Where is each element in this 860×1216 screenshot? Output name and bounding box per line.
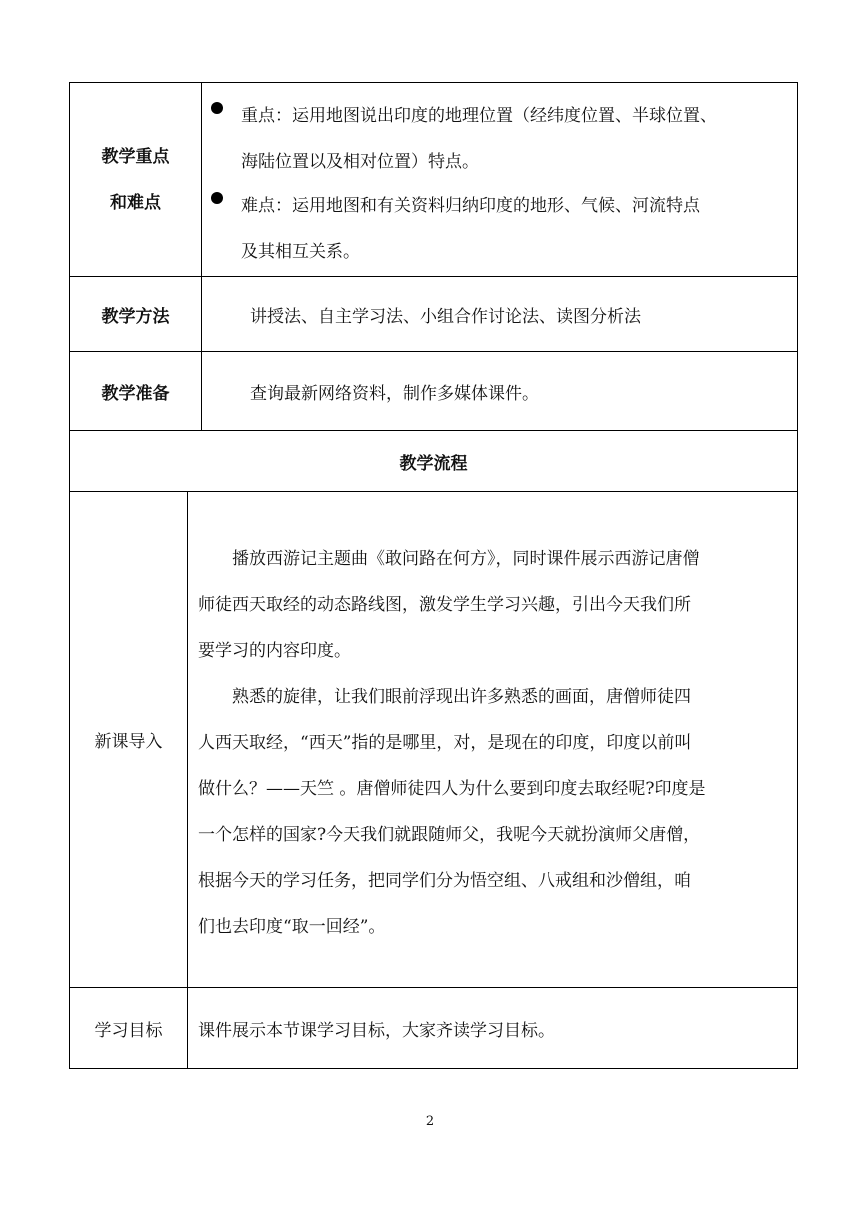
key-points-value	[201, 83, 797, 276]
process-header-row	[70, 431, 797, 492]
intro-line: 一个怎样的国家?今天我们就跟随师父，我呢今天就扮演师父唐僧，	[198, 825, 701, 845]
key-points-row	[70, 83, 797, 277]
difficult-point-item	[202, 183, 791, 275]
intro-line: 播放西游记主题曲《敢问路在何方》，同时课件展示西游记唐僧	[232, 549, 700, 569]
intro-line: 要学习的内容印度。	[198, 641, 351, 661]
key-points-label	[70, 83, 201, 276]
intro-line: 们也去印度“取一回经”。	[198, 917, 386, 937]
intro-row	[70, 492, 797, 988]
key-points-label-line1: 教学重点	[101, 146, 170, 167]
key-point-line: 重点：运用地图说出印度的地理位置（经纬度位置、半球位置、	[241, 106, 717, 126]
lesson-plan-table	[69, 82, 798, 1069]
difficult-point-line: 及其相互关系。	[241, 242, 360, 262]
process-header: 教学流程	[399, 453, 468, 474]
objectives-row	[70, 988, 797, 1068]
intro-line: 人西天取经，“西天”指的是哪里，对，是现在的印度，印度以前叫	[198, 733, 692, 753]
objectives-value: 课件展示本节课学习目标，大家齐读学习目标。	[198, 1020, 555, 1041]
key-points-label-line2: 和难点	[110, 192, 161, 213]
intro-line: 熟悉的旋律，让我们眼前浮现出许多熟悉的画面，唐僧师徒四	[232, 687, 691, 707]
preparation-value: 查询最新网络资料，制作多媒体课件。	[250, 383, 539, 404]
preparation-row	[70, 352, 797, 431]
bullet-icon	[211, 192, 223, 204]
intro-value	[187, 492, 797, 987]
intro-line: 师徒西天取经的动态路线图，激发学生学习兴趣，引出今天我们所	[198, 595, 691, 615]
difficult-point-line: 难点：运用地图和有关资料归纳印度的地形、气候、河流特点	[241, 196, 700, 216]
methods-label: 教学方法	[101, 306, 170, 327]
objectives-label: 学习目标	[94, 1020, 163, 1041]
intro-line: 做什么？——天竺 。唐僧师徒四人为什么要到印度去取经呢?印度是	[198, 779, 706, 799]
intro-line: 根据今天的学习任务，把同学们分为悟空组、八戒组和沙僧组，咱	[198, 871, 691, 891]
page-number: 2	[425, 1114, 435, 1129]
bullet-icon	[211, 102, 223, 114]
key-point-item	[202, 93, 791, 185]
key-point-line: 海陆位置以及相对位置）特点。	[241, 152, 479, 172]
preparation-label: 教学准备	[101, 383, 170, 404]
methods-row	[70, 277, 797, 352]
methods-value: 讲授法、自主学习法、小组合作讨论法、读图分析法	[250, 306, 641, 327]
intro-label: 新课导入	[94, 732, 163, 752]
